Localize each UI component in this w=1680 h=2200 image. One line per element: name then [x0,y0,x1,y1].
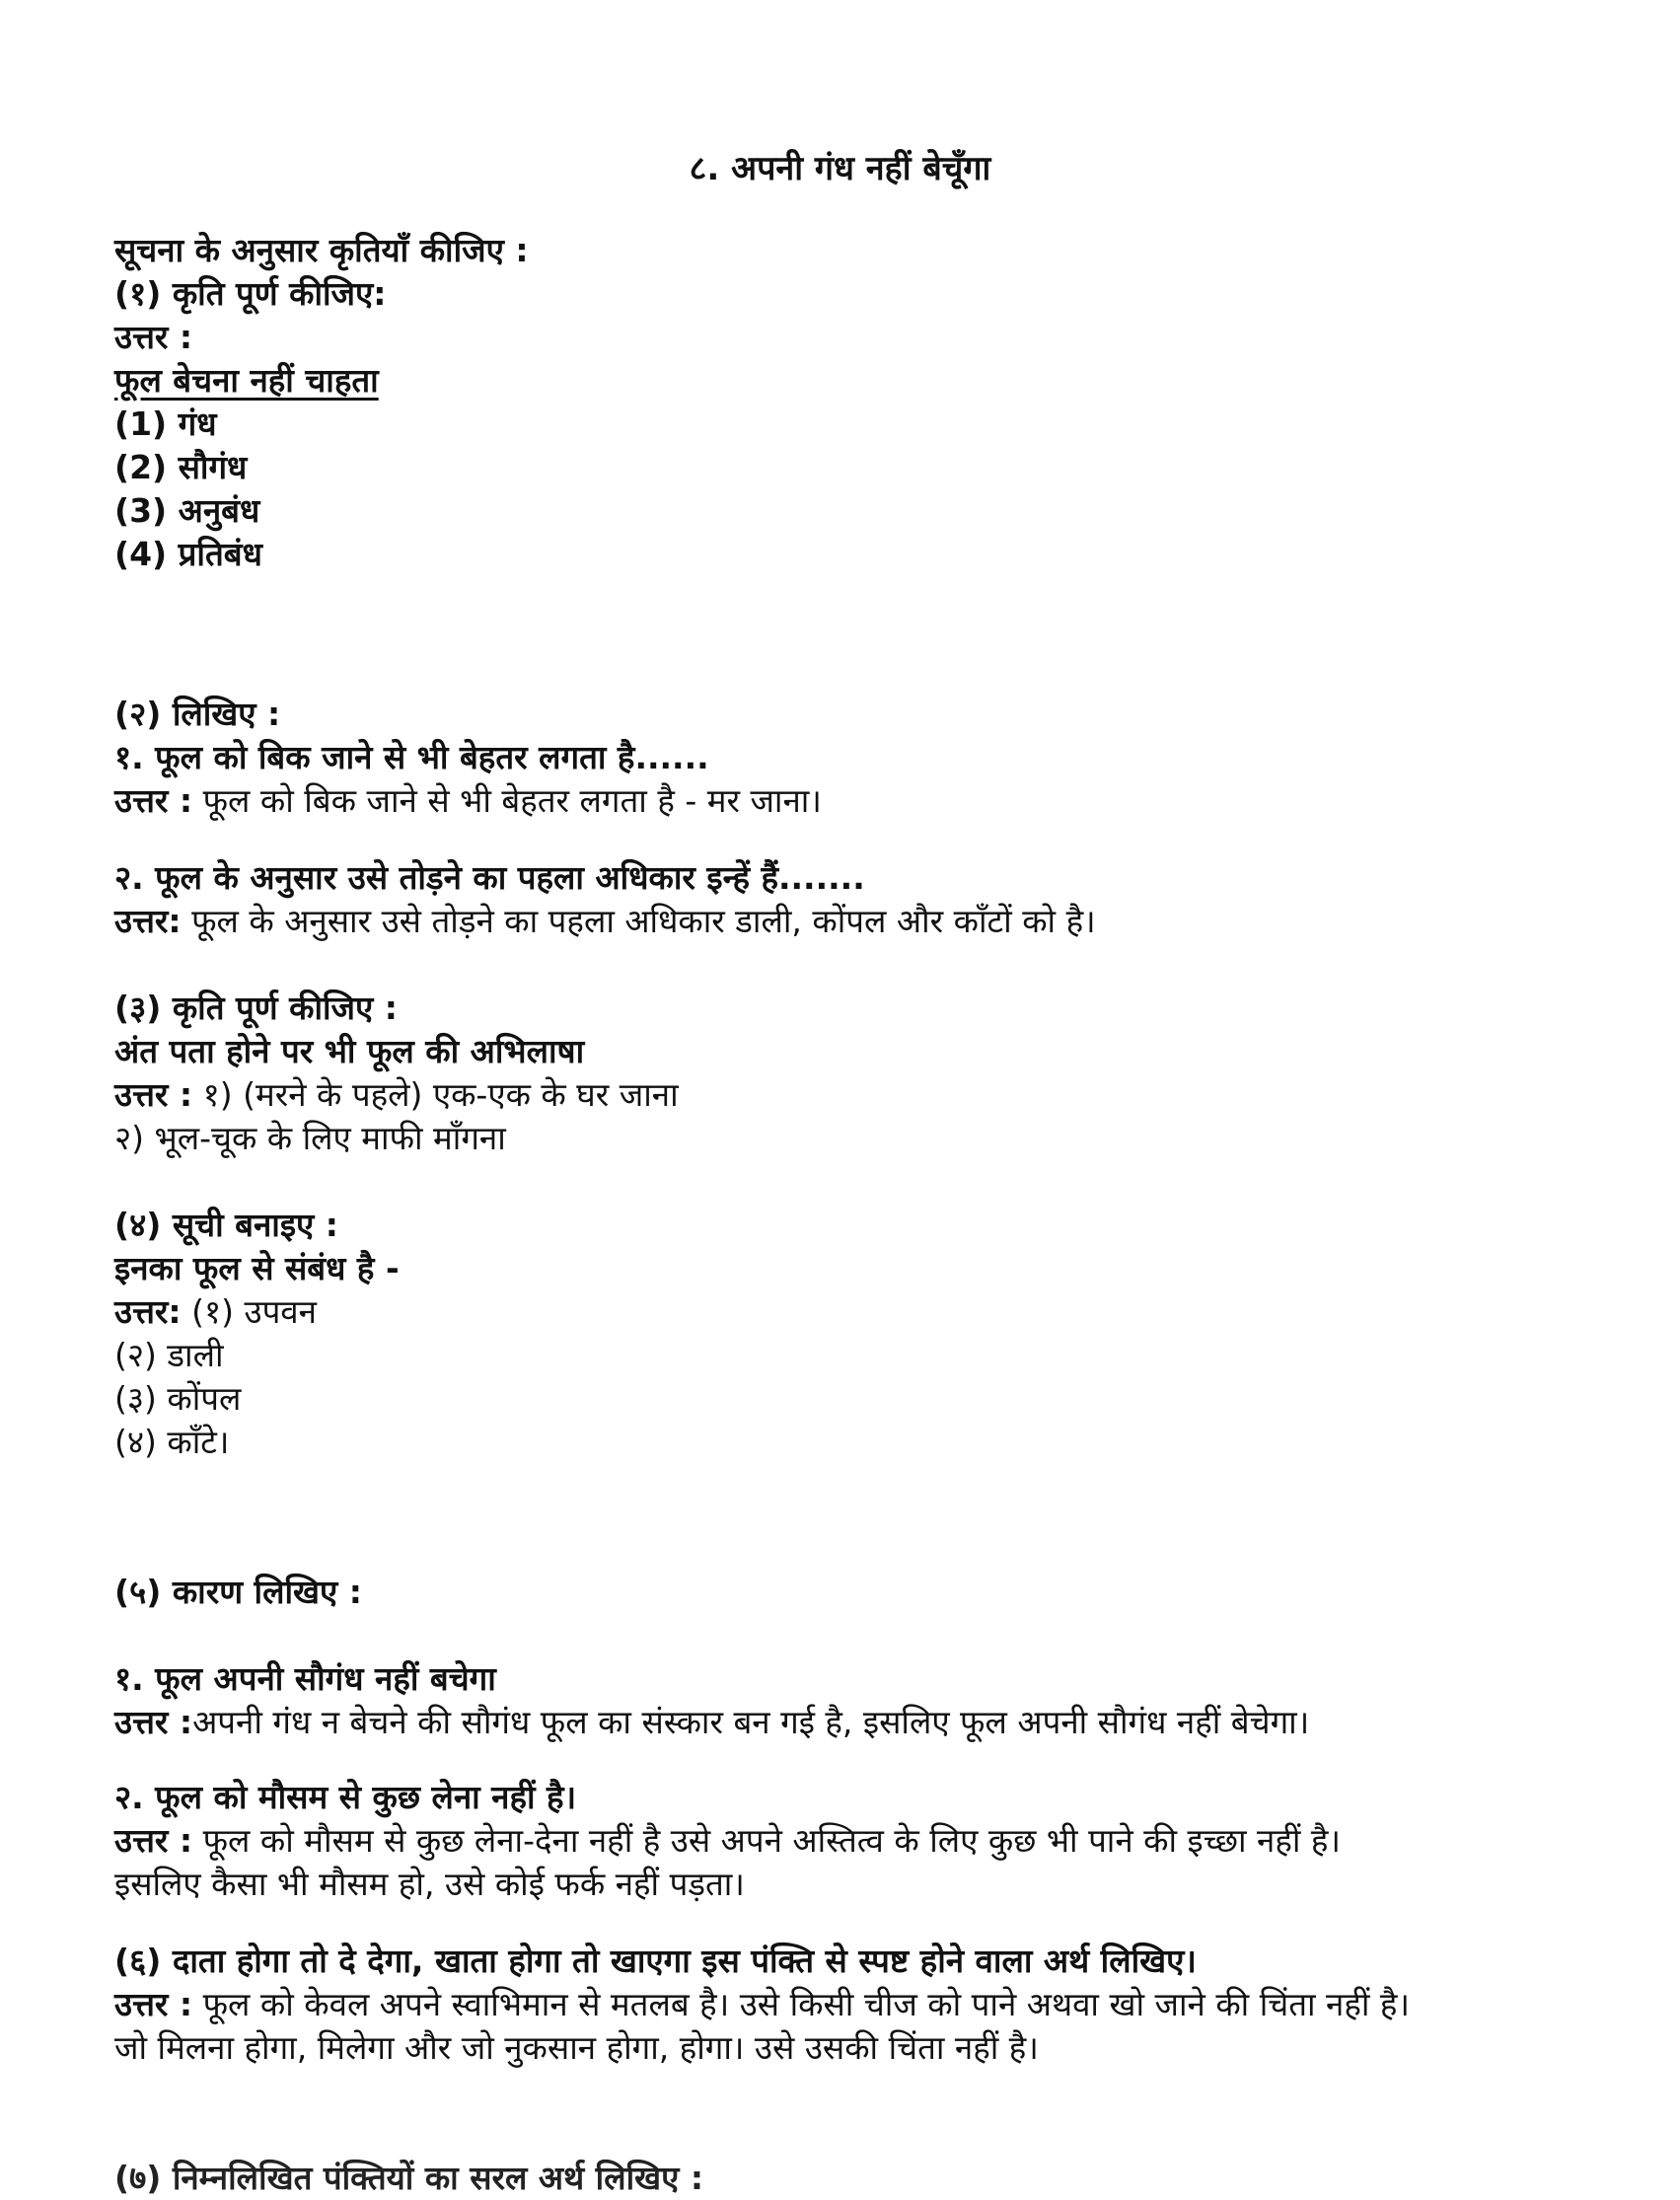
q2-sub2-question: २. फूल के अनुसार उसे तोड़ने का पहला अधिकार इन्हें हैं....... [114,858,865,897]
q3-answer-2: २) भूल-चूक के लिए माफी माँगना [114,1119,506,1157]
clipped-next-line-text: (७) निम्नलिखित पंक्तियों का सरल अर्थ लिखिए : [114,2159,704,2197]
clipped-next-line [114,2157,1101,2197]
q5-sub2-question: २. फूल को मौसम से कुछ लेना नहीं है। [114,1778,577,1816]
q2-sub1-answer [114,779,822,823]
q1-subheading: फूल बेचना नहीं चाहता [114,361,379,400]
answer-text: फूल को बिक जाने से भी बेहतर लगता है - मर जाना। [192,781,822,820]
q4-subheading: इनका फूल से संबंध है - [114,1249,400,1287]
q6-answer-line2: जो मिलना होगा, मिलेगा और जो नुकसान होगा, होगा। उसे उसकी चिंता नहीं है। [114,2028,1039,2067]
q5-sub1-question: १. फूल अपनी सौगंध नहीं बचेगा [114,1659,496,1698]
q1-item: (4) प्रतिबंध [114,535,262,573]
answer-text: अपनी गंध न बेचने की सौगंध फूल का संस्कार बन गई है, इसलिए फूल अपनी सौगंध नहीं बेचेगा। [192,1703,1310,1741]
answer-text: फूल को केवल अपने स्वाभिमान से मतलब है। उसे किसी चीज को पाने अथवा खो जाने की चिंता नहीं है। [192,1985,1410,2023]
q6-answer-line1 [114,1983,1410,2026]
q3-subheading: अंत पता होने पर भी फूल की अभिलाषा [114,1032,585,1070]
answer-text: फूल को मौसम से कुछ लेना-देना नहीं है उसे अपने अस्तित्व के लिए कुछ भी पाने की इच्छा नहीं है। [192,1821,1341,1860]
q2-sub2-answer [114,900,1096,943]
answer-label: उत्तर : [114,1985,193,2023]
answer-text: फूल के अनुसार उसे तोड़ने का पहला अधिकार डाली, कोंपल और काँटों को है। [181,902,1096,940]
answer-label: उत्तर : [114,1703,193,1741]
answer-label: उत्तर : [114,1821,193,1860]
q3-answer-1 [114,1073,679,1117]
q6-heading: (६) दाता होगा तो दे देगा, खाता होगा तो खाएगा इस पंक्ति से स्पष्ट होने वाला अर्थ लिखिए। [114,1942,1197,1980]
q5-sub1-answer [114,1701,1309,1744]
answer-text: १) (मरने के पहले) एक-एक के घर जाना [192,1075,679,1114]
q1-item: (2) सौगंध [114,448,248,486]
q2-heading: (२) लिखिए : [114,695,281,733]
answer-text: (१) उपवन [181,1292,317,1331]
q4-list-item: (३) कोंपल [114,1379,242,1418]
q4-list-item: (२) डाली [114,1336,224,1374]
q5-heading: (५) कारण लिखिए : [114,1573,362,1611]
q1-answer-label: उत्तर : [114,318,193,356]
q1-item: (3) अनुबंध [114,491,260,530]
answer-label: उत्तर : [114,781,193,820]
q2-sub1-question: १. फूल को बिक जाने से भी बेहतर लगता है...... [114,738,709,776]
q4-answer-1 [114,1290,317,1334]
q5-sub2-answer-line2: इसलिए कैसा भी मौसम हो, उसे कोई फर्क नहीं पड़ता। [114,1865,745,1903]
q1-item: (1) गंध [114,404,217,443]
q1-heading: (१) कृति पूर्ण कीजिए: [114,274,387,313]
q5-sub2-answer-line1 [114,1819,1341,1863]
q4-heading: (४) सूची बनाइए : [114,1206,338,1244]
page-title: ८. अपनी गंध नहीं बेचूँगा [689,149,991,188]
instructions: सूचना के अनुसार कृतियाँ कीजिए : [114,231,529,269]
answer-label: उत्तर: [114,902,182,940]
q4-list-item: (४) काँटे। [114,1423,230,1461]
q3-heading: (३) कृति पूर्ण कीजिए : [114,989,398,1027]
answer-label: उत्तर : [114,1075,193,1114]
answer-label: उत्तर: [114,1292,182,1331]
